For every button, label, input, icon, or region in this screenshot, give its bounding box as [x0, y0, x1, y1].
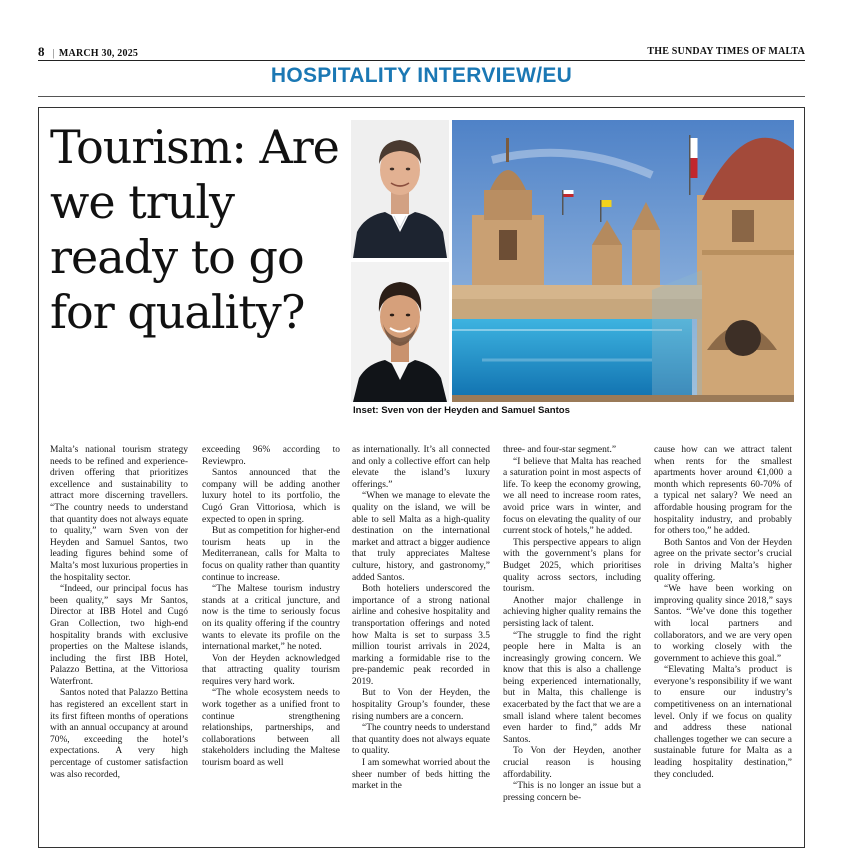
issue-date: MARCH 30, 2025 [58, 48, 139, 59]
page-folio [38, 42, 805, 58]
body-column-1 [50, 445, 188, 840]
paragraph: But to Von der Heyden, the hospitality Group’s founder, these rising numbers are a concern. [352, 688, 490, 722]
paragraph: I am somewhat worried about the sheer number of beds hitting the market in the [352, 758, 490, 792]
paragraph: “The Maltese tourism industry stands at a critical juncture, and now is the time to seriously focus on its quality offering if the country wants to elevate its profile on the international market,” he noted. [202, 584, 340, 653]
top-rule [38, 60, 805, 61]
paragraph: exceeding 96% according to Reviewpro. [202, 445, 340, 467]
rooftop-pool-photo [452, 120, 794, 402]
body-column-5 [654, 445, 792, 840]
paragraph: “I believe that Malta has reached a saturation point in most aspects of life. To keep the economy growing, we all need to increase room rates, avoid price wars in winter, and focus on elevating the quality of our current stock of hotels,” he added. [503, 456, 641, 537]
body-column-3 [352, 445, 490, 840]
paragraph: “Elevating Malta’s product is everyone’s responsibility if we want to ensure our industry’s competitiveness on an international level. Only if we focus on quality and address these national challenges together we can secure a sustainable future for Malta as a leading hospitality destination,” they concluded. [654, 665, 792, 780]
paragraph: But as competition for higher-end tourism heats up in the Mediterranean, calls for Malta to focus on quality rather than quantity continue to increase. [202, 526, 340, 583]
paragraph: “The struggle to find the right people here in Malta is an increasingly growing concern. We know that this is also a challenge being experienced internationally, but in Malta, this challenge is exacerbated by the fact that we are a small island where talent becomes even harder to find,” adds Mr Santos. [503, 630, 641, 745]
paragraph: Santos announced that the company will be adding another luxury hotel to its portfolio, the Cugó Gran Vittoriosa, which is expected to open in spring. [202, 468, 340, 525]
folio-left [38, 44, 138, 60]
paragraph: “Indeed, our principal focus has been quality,” says Mr Santos, Director at IBB Hotel and Cugó Gran Collection, two high-end hospitality brands with exclusive properties on the Maltese islands, including the first IBB Hotel, Palazzo Bettina, at the Vittoriosa Waterfront. [50, 584, 188, 687]
paragraph: To Von der Heyden, another crucial reason is housing affordability. [503, 746, 641, 780]
paragraph: Both Santos and Von der Heyden agree on the private sector’s crucial role in driving Malta’s higher quality offering. [654, 537, 792, 583]
page-number: 8 [38, 44, 45, 59]
section-rule [38, 96, 805, 97]
paragraph: Both hoteliers underscored the importance of a strong national airline and cohesive hospitality and transportation offerings and noted how Malta is set to surpass 3.5 million tourist arrivals in 2024, marking a formidable rise to the pre-pandemic peak recorded in 2019. [352, 584, 490, 687]
paragraph: Malta’s national tourism strategy needs to be refined and experience-driven offering that prioritizes excellence and sustainability to attract more discerning travellers. “The country needs to understand that quantity does not always equate to quality,” warn Sven von der Heyden and Samuel Santos, two leading figures behind some of Malta’s most luxurious properties in the hospitality sector. [50, 445, 188, 583]
paragraph: This perspective appears to align with the government’s plans for Budget 2025, which prioritises quality across sectors, including tourism. [503, 537, 641, 595]
paragraph: Another major challenge in achieving higher quality remains the persisting lack of talent. [503, 595, 641, 629]
inset-portrait-santos [351, 262, 449, 402]
headline: Tourism: Are we truly ready to go for quality? [50, 120, 339, 339]
paragraph: “We have been working on improving quality since 2018,” says Santos. “We’ve done this together with local partners and collaborators, and we are very open to working closely with the government to achieve this goal.” [654, 584, 792, 664]
paragraph: “The country needs to understand that quantity does not always equate to quality. [352, 723, 490, 757]
paragraph: Von der Heyden acknowledged that attracting quality tourism requires very hard work. [202, 653, 340, 687]
paragraph: Santos noted that Palazzo Bettina has registered an excellent start in its first fifteen months of operations with an annual occupancy at around 70%, exceeding the hotel’s expectations. A very high percentage of customer satisfaction was also recorded, [50, 688, 188, 780]
folio-separator: | [52, 48, 55, 59]
body-column-4 [503, 445, 641, 840]
article-body [50, 445, 795, 840]
paragraph: as internationally. It’s all connected and only a collective effort can help elevate the island’s luxury offerings.” [352, 445, 490, 490]
paragraph: “This is no longer an issue but a pressing concern be- [503, 781, 641, 803]
photo-caption: Inset: Sven von der Heyden and Samuel Santos [353, 405, 570, 416]
publication-name: THE SUNDAY TIMES OF MALTA [647, 46, 805, 57]
paragraph: three- and four-star segment.” [503, 445, 617, 455]
section-title: HOSPITALITY INTERVIEW/EU [270, 64, 573, 87]
body-column-2 [202, 445, 340, 840]
paragraph: “When we manage to elevate the quality on the island, we will be able to sell Malta as a high-quality destination on the international market and attract a bigger audience that truly appreciates Maltese culture, history, and gastronomy,” added Santos. [352, 491, 490, 583]
inset-portrait-von-der-heyden [351, 120, 449, 258]
paragraph: “The whole ecosystem needs to work together as a unified front to continue strengthening relationships, partnerships, and collaborations between all stakeholders including the Maltese tourism board as well [202, 688, 340, 769]
paragraph: cause how can we attract talent when rents for the smallest apartments hover around €1,000 a month which represents 60-70% of a typical net salary? We need an affordable housing program for the hospitality industry, and probably for others too,” he added. [654, 445, 792, 537]
